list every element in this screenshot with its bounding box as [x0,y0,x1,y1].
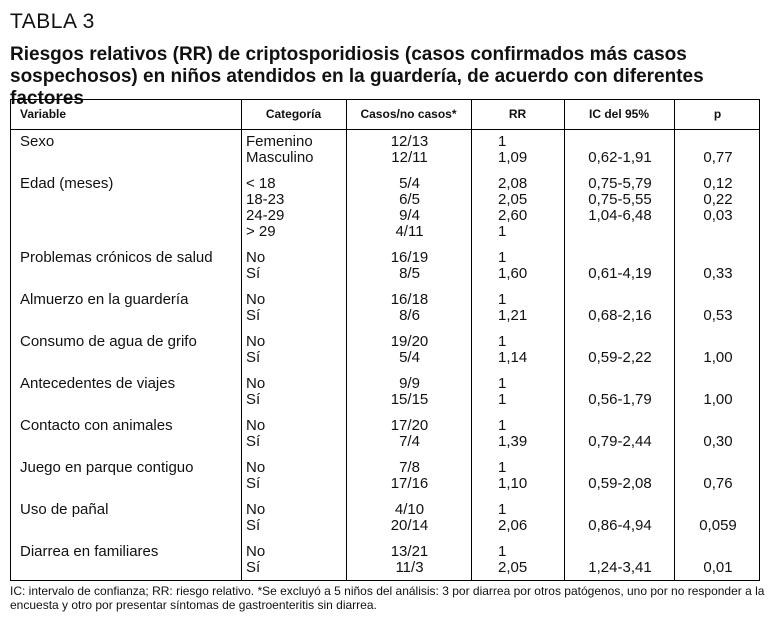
table-row [11,224,761,240]
table-row [11,392,761,408]
column-header-categoria: Categoría [265,107,322,121]
cell-ic [565,534,675,560]
cell-categoria: No [246,333,266,350]
cell-categoria: No [246,459,266,476]
cell-rr: 1 [498,391,507,408]
cell-variable: Uso de pañal [20,501,109,518]
cell-variable: Sexo [20,133,55,150]
cell-variable: Edad (meses) [20,175,114,192]
cell-variable: Diarrea en familiares [20,543,159,560]
cell-variable [11,208,242,224]
cell-p [675,282,761,308]
cell-variable [11,266,242,282]
table-row [11,560,761,576]
cell-p: 0,53 [703,307,733,324]
cell-casos: 16/19 [390,249,429,266]
cell-p: 0,03 [703,207,733,224]
table-row [11,408,761,434]
cell-variable: Juego en parque contiguo [20,459,194,476]
cell-categoria: No [246,375,266,392]
table-row [11,476,761,492]
column-header-p: p [713,107,722,121]
cell-ic: 0,62-1,91 [588,149,652,166]
cell-p [675,240,761,266]
cell-variable: Contacto con animales [20,417,173,434]
cell-casos: 15/15 [390,391,429,408]
cell-rr: 1 [498,133,507,150]
cell-p [675,534,761,560]
cell-categoria: No [246,501,266,518]
table-row [11,150,761,166]
cell-casos: 9/9 [399,375,420,392]
cell-p [675,408,761,434]
cell-rr: 1 [498,291,507,308]
cell-casos: 19/20 [390,333,429,350]
cell-categoria: No [246,543,266,560]
table-row [11,130,761,150]
cell-variable: Consumo de agua de grifo [20,333,197,350]
table-row [11,266,761,282]
cell-rr: 1,14 [498,349,528,366]
cell-rr: 1 [498,223,507,240]
cell-p [675,366,761,392]
cell-ic: 0,59-2,22 [588,349,652,366]
cell-casos: 12/13 [390,133,429,150]
cell-rr: 1 [498,459,507,476]
cell-p [675,324,761,350]
cell-rr: 2,06 [498,517,528,534]
cell-p: 0,059 [699,517,737,534]
cell-categoria: Sí [246,307,261,324]
cell-ic: 1,24-3,41 [588,559,652,576]
cell-categoria: No [246,291,266,308]
cell-ic: 0,68-2,16 [588,307,652,324]
table-label: TABLA 3 [10,10,95,33]
cell-p: 0,30 [703,433,733,450]
table-row [11,308,761,324]
cell-rr: 2,05 [498,559,528,576]
cell-p: 1,00 [703,391,733,408]
table-row [11,192,761,208]
cell-variable [11,476,242,492]
cell-ic [565,282,675,308]
table-row [11,518,761,534]
cell-ic: 0,86-4,94 [588,517,652,534]
cell-variable: Antecedentes de viajes [20,375,176,392]
cell-p: 0,12 [703,175,733,192]
cell-ic [565,408,675,434]
column-header-casos: Casos/no casos* [360,107,457,121]
cell-categoria: 18-23 [246,191,285,208]
cell-rr: 1 [498,249,507,266]
cell-categoria: Sí [246,559,261,576]
data-table [10,99,760,581]
cell-casos: 7/4 [399,433,420,450]
cell-rr: 1,21 [498,307,528,324]
cell-categoria: < 18 [246,175,276,192]
cell-ic: 0,59-2,08 [588,475,652,492]
cell-rr: 2,60 [498,207,528,224]
cell-categoria: > 29 [246,223,276,240]
cell-casos: 8/6 [399,307,420,324]
table-row [11,492,761,518]
cell-rr: 1 [498,333,507,350]
cell-casos: 4/11 [395,223,424,240]
cell-categoria: Sí [246,517,261,534]
cell-p: 0,33 [703,265,733,282]
cell-categoria: No [246,249,266,266]
cell-rr: 2,08 [498,175,528,192]
cell-ic [565,366,675,392]
cell-casos: 8/5 [399,265,420,282]
cell-casos: 4/10 [394,501,425,518]
cell-ic [565,492,675,518]
cell-p: 0,22 [703,191,733,208]
cell-rr: 1 [498,501,507,518]
cell-casos: 6/5 [399,191,420,208]
cell-categoria: Sí [246,391,261,408]
cell-variable [11,434,242,450]
table-row [11,166,761,192]
cell-p: 0,76 [703,475,733,492]
cell-categoria: Masculino [246,149,314,166]
cell-rr: 1 [498,417,507,434]
cell-casos: 9/4 [399,207,420,224]
cell-variable: Problemas crónicos de salud [20,249,213,266]
cell-rr: 1 [498,543,507,560]
cell-p [675,492,761,518]
cell-variable [11,150,242,166]
cell-ic: 0,75-5,79 [588,175,652,192]
cell-categoria: No [246,417,266,434]
table-row [11,366,761,392]
cell-variable: Almuerzo en la guardería [20,291,189,308]
cell-variable [11,308,242,324]
column-header-ic: IC del 95% [588,107,650,121]
footnote: IC: intervalo de confianza; RR: riesgo relativo. *Se excluyó a 5 niños del análisis: 3 por diarrea por otros patógenos, uno por no responder a la encuesta y otro por presentar síntomas de gastroenteritis sin diarrea. [10,584,765,612]
cell-casos: 13/21 [390,543,429,560]
table-row [11,282,761,308]
table-body [11,130,761,576]
table-row [11,350,761,366]
column-header-variable: Variable [20,107,67,121]
table-title: Riesgos relativos (RR) de criptosporidiosis (casos confirmados más casos sospechosos) en niños atendidos en la guardería, de acuerdo con diferentes factores [10,44,704,109]
cell-categoria: 24-29 [246,207,285,224]
cell-rr: 2,05 [498,191,528,208]
cell-p [675,224,761,240]
cell-categoria: Sí [246,433,261,450]
cell-ic: 0,79-2,44 [588,433,652,450]
cell-variable [11,350,242,366]
cell-casos: 17/16 [390,475,429,492]
cell-rr: 1,39 [498,433,528,450]
cell-ic [565,450,675,476]
table-row [11,450,761,476]
cell-casos: 20/14 [390,517,429,534]
cell-ic: 1,04-6,48 [588,207,652,224]
column-header-rr: RR [508,107,527,121]
cell-ic [565,224,675,240]
cell-p: 0,77 [703,149,733,166]
cell-p [675,130,761,150]
cell-categoria: Sí [246,349,261,366]
cell-ic: 0,61-4,19 [588,265,652,282]
cell-ic: 0,75-5,55 [588,191,652,208]
cell-variable [11,560,242,576]
cell-casos: 5/4 [399,175,420,192]
cell-rr: 1,09 [498,149,528,166]
cell-casos: 16/18 [390,291,429,308]
cell-p: 1,00 [703,349,733,366]
cell-rr: 1,10 [498,475,528,492]
cell-ic [565,130,675,150]
cell-casos: 17/20 [390,417,429,434]
cell-categoria: Femenino [246,133,313,150]
cell-casos: 7/8 [399,459,420,476]
table-row [11,240,761,266]
cell-ic [565,240,675,266]
cell-p: 0,01 [703,559,733,576]
cell-casos: 11/3 [395,559,424,576]
cell-casos: 12/11 [391,149,428,166]
cell-ic: 0,56-1,79 [588,391,652,408]
cell-rr: 1 [498,375,507,392]
cell-variable [11,392,242,408]
table-row [11,534,761,560]
cell-ic [565,324,675,350]
cell-categoria: Sí [246,265,261,282]
cell-p [675,450,761,476]
cell-variable [11,224,242,240]
cell-variable [11,518,242,534]
cell-casos: 5/4 [399,349,420,366]
cell-categoria: Sí [246,475,261,492]
cell-rr: 1,60 [498,265,528,282]
cell-variable [11,192,242,208]
table-row [11,324,761,350]
table-row [11,208,761,224]
table-row [11,434,761,450]
